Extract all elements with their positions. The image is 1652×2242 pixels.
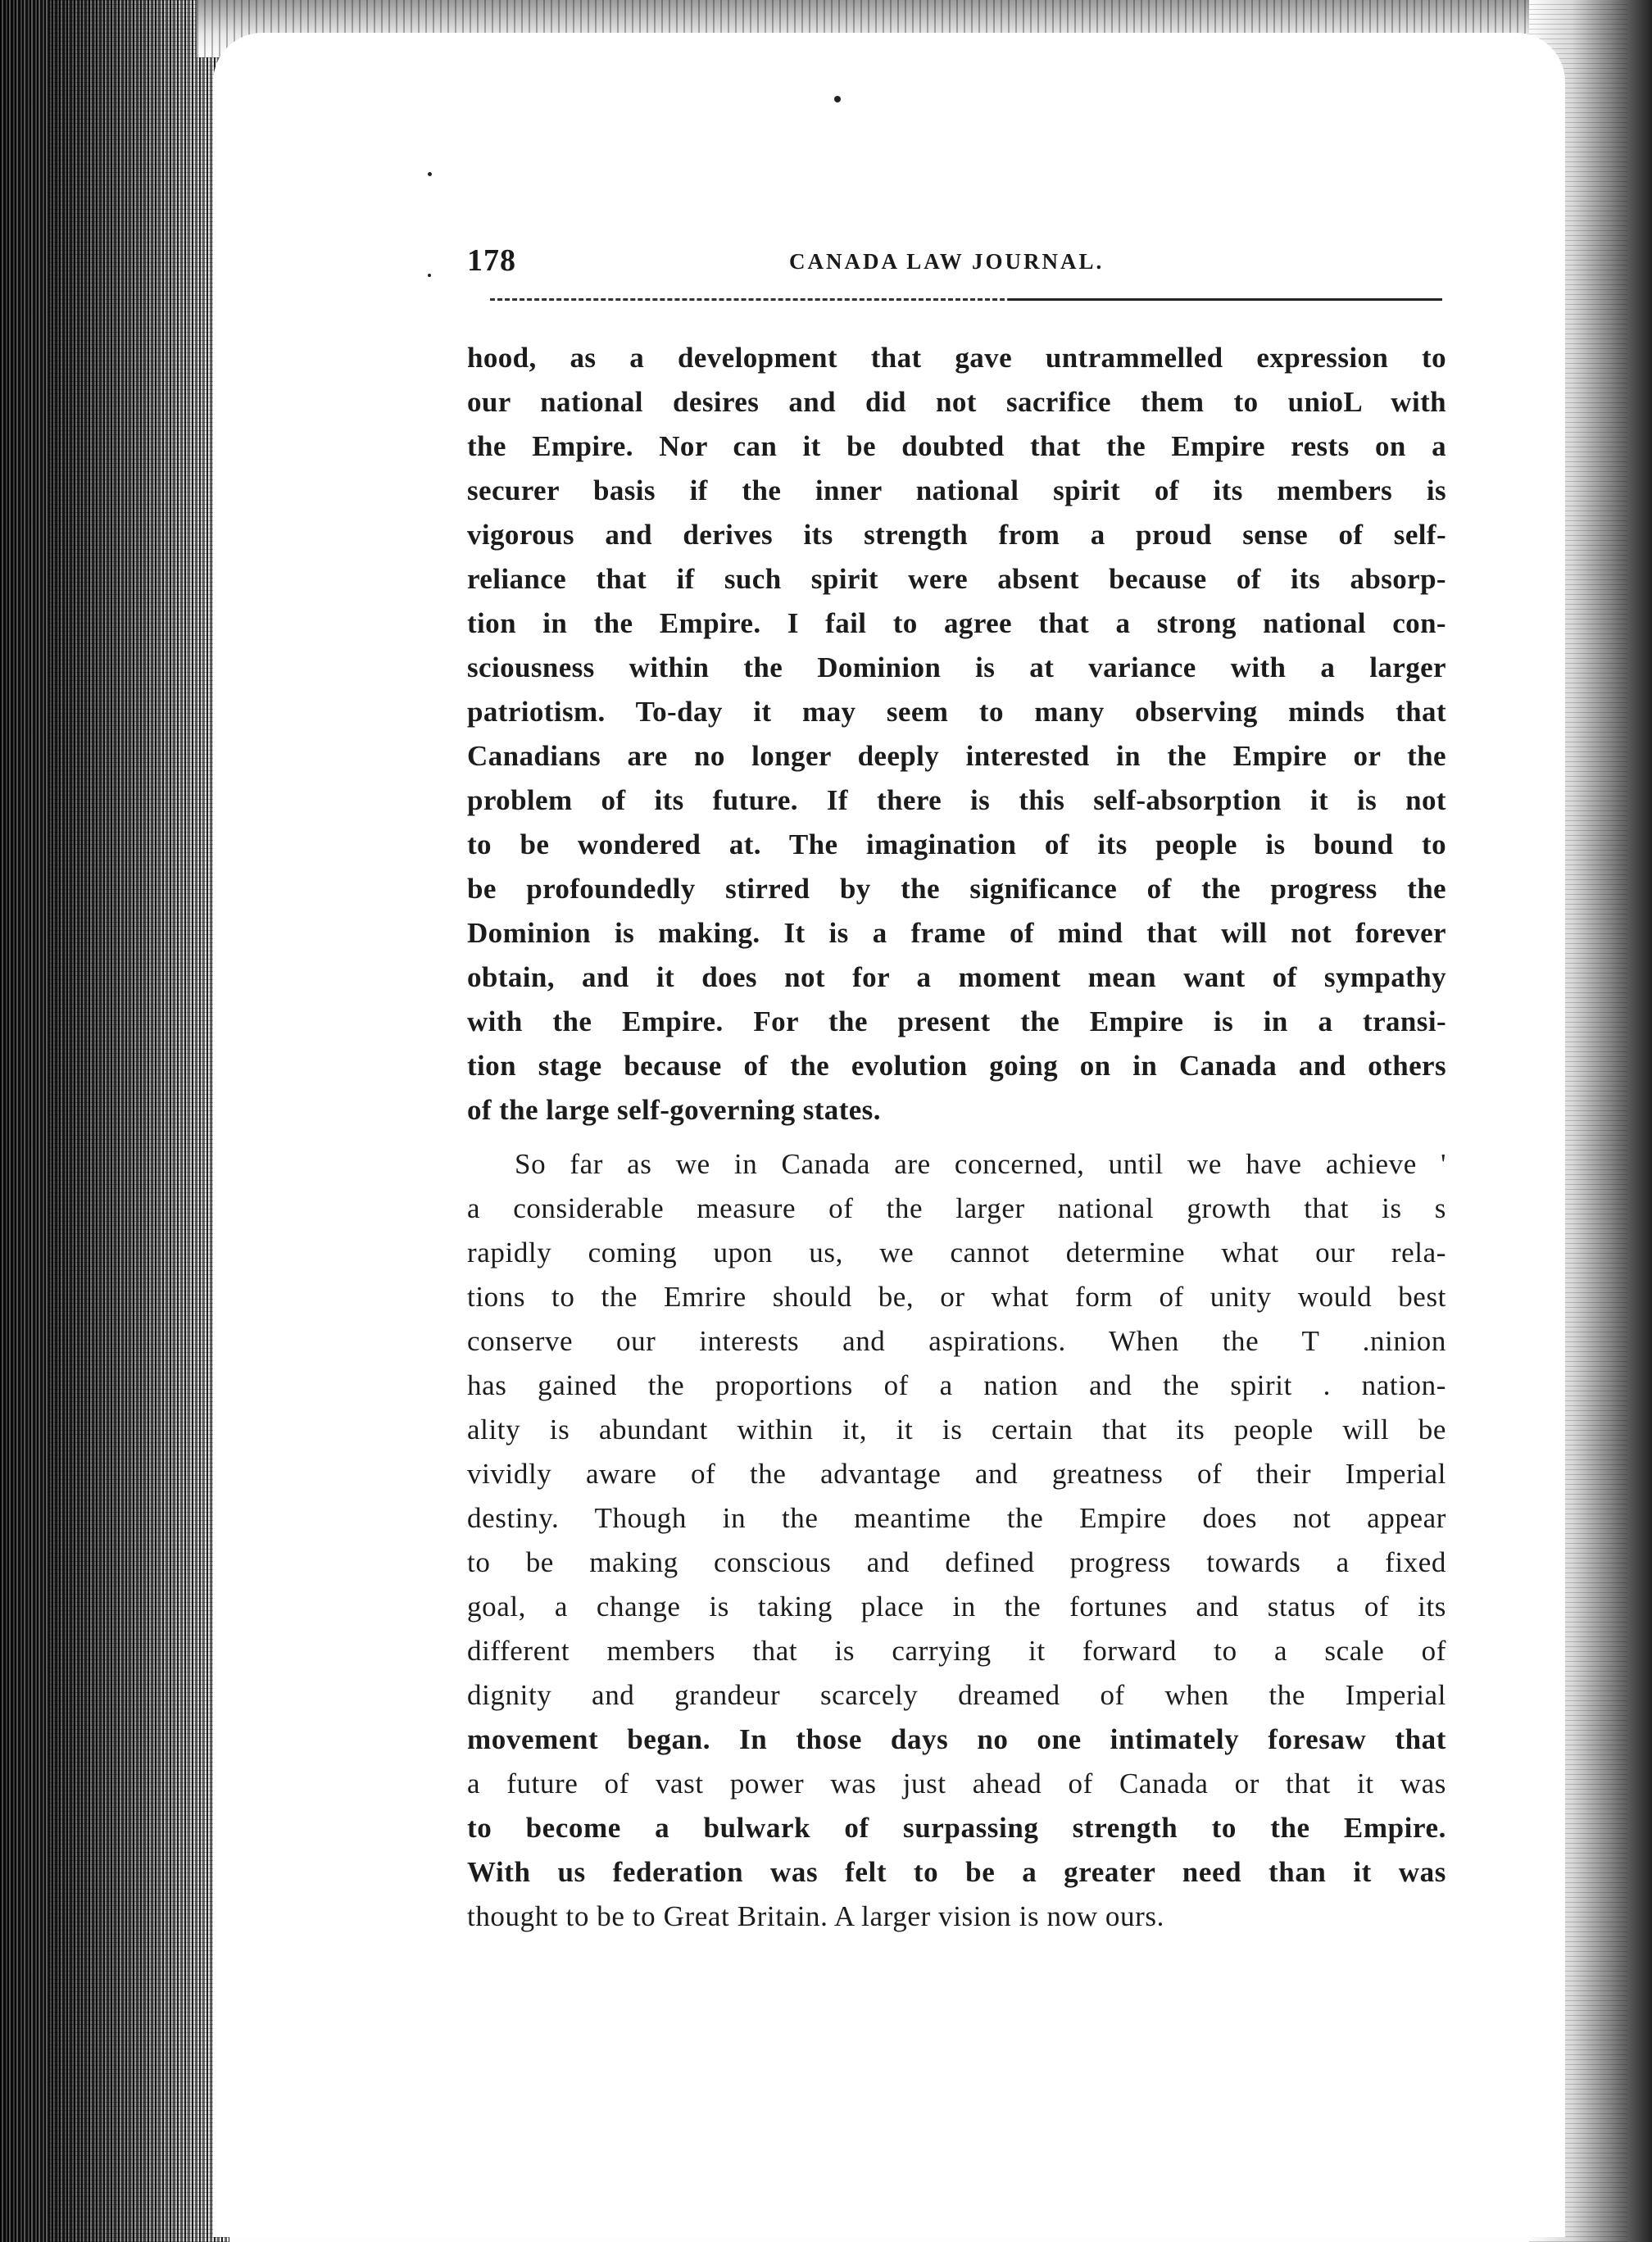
paragraph-2 <box>467 1142 1446 1939</box>
text-line: hood, as a development that gave untrammelled expression to <box>467 342 1446 374</box>
text-line: Canadians are no longer deeply interested in the Empire or the <box>467 740 1446 772</box>
text-line: vigorous and derives its strength from a proud sense of self- <box>467 519 1446 551</box>
text-line: ality is abundant within it, it is certain that its people will be <box>467 1414 1446 1446</box>
text-line: tions to the Emrire should be, or what form of unity would best <box>467 1281 1446 1313</box>
text-line: rapidly coming upon us, we cannot determine what our rela- <box>467 1237 1446 1268</box>
paragraph-1 <box>467 336 1446 1132</box>
page-number: 178 <box>467 243 516 278</box>
text-line: with the Empire. For the present the Empire is in a transi- <box>467 1005 1446 1037</box>
text-line: to be wondered at. The imagination of its people is bound to <box>467 828 1446 860</box>
text-line: of the large self-governing states. <box>467 1094 881 1126</box>
text-line: securer basis if the inner national spirit of its members is <box>467 474 1446 506</box>
text-line: tion in the Empire. I fail to agree that a strong national con- <box>467 607 1446 639</box>
text-line: to be making conscious and defined progress towards a fixed <box>467 1546 1446 1578</box>
text-line: dignity and grandeur scarcely dreamed of when the Imperial <box>467 1679 1446 1711</box>
text-line: reliance that if such spirit were absent because of its absorp- <box>467 563 1446 595</box>
text-line: destiny. Though in the meantime the Empire does not appear <box>467 1502 1446 1534</box>
text-line: vividly aware of the advantage and greatness of their Imperial <box>467 1458 1446 1490</box>
text-line: patriotism. To-day it may seem to many observing minds that <box>467 696 1446 728</box>
scan-speck <box>428 172 432 176</box>
text-line: goal, a change is taking place in the fortunes and status of its <box>467 1591 1446 1622</box>
text-line: be profoundedly stirred by the significance of the progress the <box>467 873 1446 905</box>
text-line: thought to be to Great Britain. A larger vision is now ours. <box>467 1900 1164 1932</box>
text-line: tion stage because of the evolution going on in Canada and others <box>467 1050 1446 1082</box>
text-line: obtain, and it does not for a moment mean want of sympathy <box>467 961 1446 993</box>
journal-title: CANADA LAW JOURNAL. <box>789 249 1105 274</box>
text-line: a considerable measure of the larger national growth that is s <box>467 1192 1446 1224</box>
text-line: conserve our interests and aspirations. When the T .ninion <box>467 1325 1446 1357</box>
text-line: to become a bulwark of surpassing strength to the Empire. <box>467 1812 1446 1844</box>
header-rule-solid <box>1008 298 1442 301</box>
text-line: problem of its future. If there is this self-absorption it is not <box>467 784 1446 816</box>
text-line: sciousness within the Dominion is at variance with a larger <box>467 651 1446 683</box>
text-line: So far as we in Canada are concerned, until we have achieve ' <box>515 1148 1446 1180</box>
text-line: has gained the proportions of a nation and the spirit . nation- <box>467 1369 1446 1401</box>
scan-speck <box>428 274 431 277</box>
text-line: With us federation was felt to be a greater need than it was <box>467 1856 1446 1888</box>
text-line: the Empire. Nor can it be doubted that the Empire rests on a <box>467 430 1446 462</box>
scan-speck <box>834 96 841 102</box>
text-line: a future of vast power was just ahead of Canada or that it was <box>467 1768 1446 1800</box>
text-line: different members that is carrying it forward to a scale of <box>467 1635 1446 1667</box>
text-line: movement began. In those days no one intimately foresaw that <box>467 1723 1446 1755</box>
text-line: our national desires and did not sacrifice them to unioL with <box>467 386 1446 418</box>
text-line: Dominion is making. It is a frame of mind that will not forever <box>467 917 1446 949</box>
running-head <box>467 243 1450 284</box>
scan-left-noise <box>49 0 229 2242</box>
body-text <box>467 336 1446 1939</box>
